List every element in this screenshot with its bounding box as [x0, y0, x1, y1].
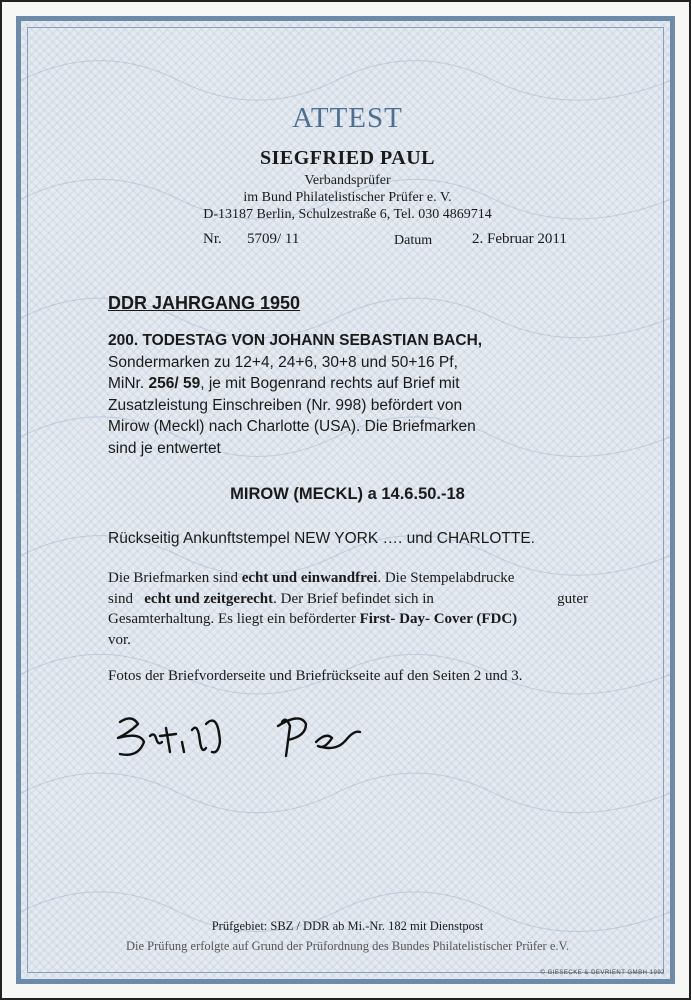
photos-note: Fotos der Briefvorderseite und Briefrückseite auf den Seiten 2 und 3.	[108, 668, 523, 684]
verdict-paragraph: Die Briefmarken sind echt und einwandfrei. Die Stempelabdrucke sind echt und zeitgerecht. Der Brief befindet sich in guter Gesamterhaltung. Es liegt ein beförderter First- Day- Cover (FDC) vor.	[108, 570, 588, 648]
cancellation: MIROW (MECKL) a 14.6.50.-18	[230, 485, 465, 503]
desc-line-2: , je mit Bogenrand rechts auf Brief mit	[200, 375, 460, 392]
test-rules: Die Prüfung erfolgte auf Grund der Prüfordnung des Bundes Philatelistischer Prüfer e.V.	[125, 939, 570, 953]
date-value: 2. Februar 2011	[472, 231, 567, 247]
verdict-echt: echt	[241, 570, 269, 586]
verdict-zeitgerecht: zeitgerecht	[203, 590, 274, 607]
test-scope: Prüfgebiet: SBZ / DDR ab Mi.-Nr. 182 mit Dienstpost	[211, 919, 484, 933]
nr-value: 5709/ 11	[247, 231, 300, 247]
issuer-affiliation: im Bund Philatelistischer Prüfer e. V.	[243, 190, 452, 205]
minr-label: MiNr.	[108, 375, 145, 392]
section-heading: DDR JAHRGANG 1950	[108, 293, 301, 313]
desc-line-4: Mirow (Meckl) nach Charlotte (USA). Die Briefmarken	[108, 418, 476, 435]
desc-line-3: Zusatzleistung Einschreiben (Nr. 998) befördert von	[108, 396, 463, 414]
desc-line-1: Sondermarken zu 12+4, 24+6, 30+8 und 50+16 Pf,	[108, 353, 458, 371]
verdict-einwandfrei: einwandfrei	[300, 570, 378, 586]
verdict-fdc: First- Day- Cover (FDC)	[359, 611, 518, 627]
minr-value: 256/ 59	[148, 375, 201, 392]
desc-line-5: sind je entwertet	[108, 439, 221, 457]
issuer-address: D-13187 Berlin, Schulzestraße 6, Tel. 030 4869714	[203, 207, 492, 222]
nr-label: Nr.	[203, 231, 222, 247]
date-label: Datum	[394, 233, 433, 248]
item-description: 200. TODESTAG VON JOHANN SEBASTIAN BACH, Sondermarken zu 12+4, 24+6, 30+8 und 50+16 Pf, MiNr. 256/ 59, je mit Bogenrand rechts auf Brief mit Zusatzleistung Einschreiben (Nr. 998) befördert von Mirow (Meckl) nach Charlotte (USA). Die Briefmarken sind je entwertet	[108, 330, 588, 459]
printer-imprint: © GIESECKE & DEVRIENT GMBH 1992	[540, 970, 665, 976]
issuer-role: Verbandsprüfer	[304, 173, 391, 188]
backstamp-note: Rückseitig Ankunftstempel NEW YORK …. und CHARLOTTE.	[108, 530, 535, 547]
item-title: 200. TODESTAG VON JOHANN SEBASTIAN BACH	[108, 332, 478, 349]
verdict-echt-2: echt	[144, 590, 171, 607]
signature	[110, 702, 390, 772]
document-title: ATTEST	[292, 102, 403, 134]
issuer-name: SIEGFRIED PAUL	[260, 147, 435, 169]
